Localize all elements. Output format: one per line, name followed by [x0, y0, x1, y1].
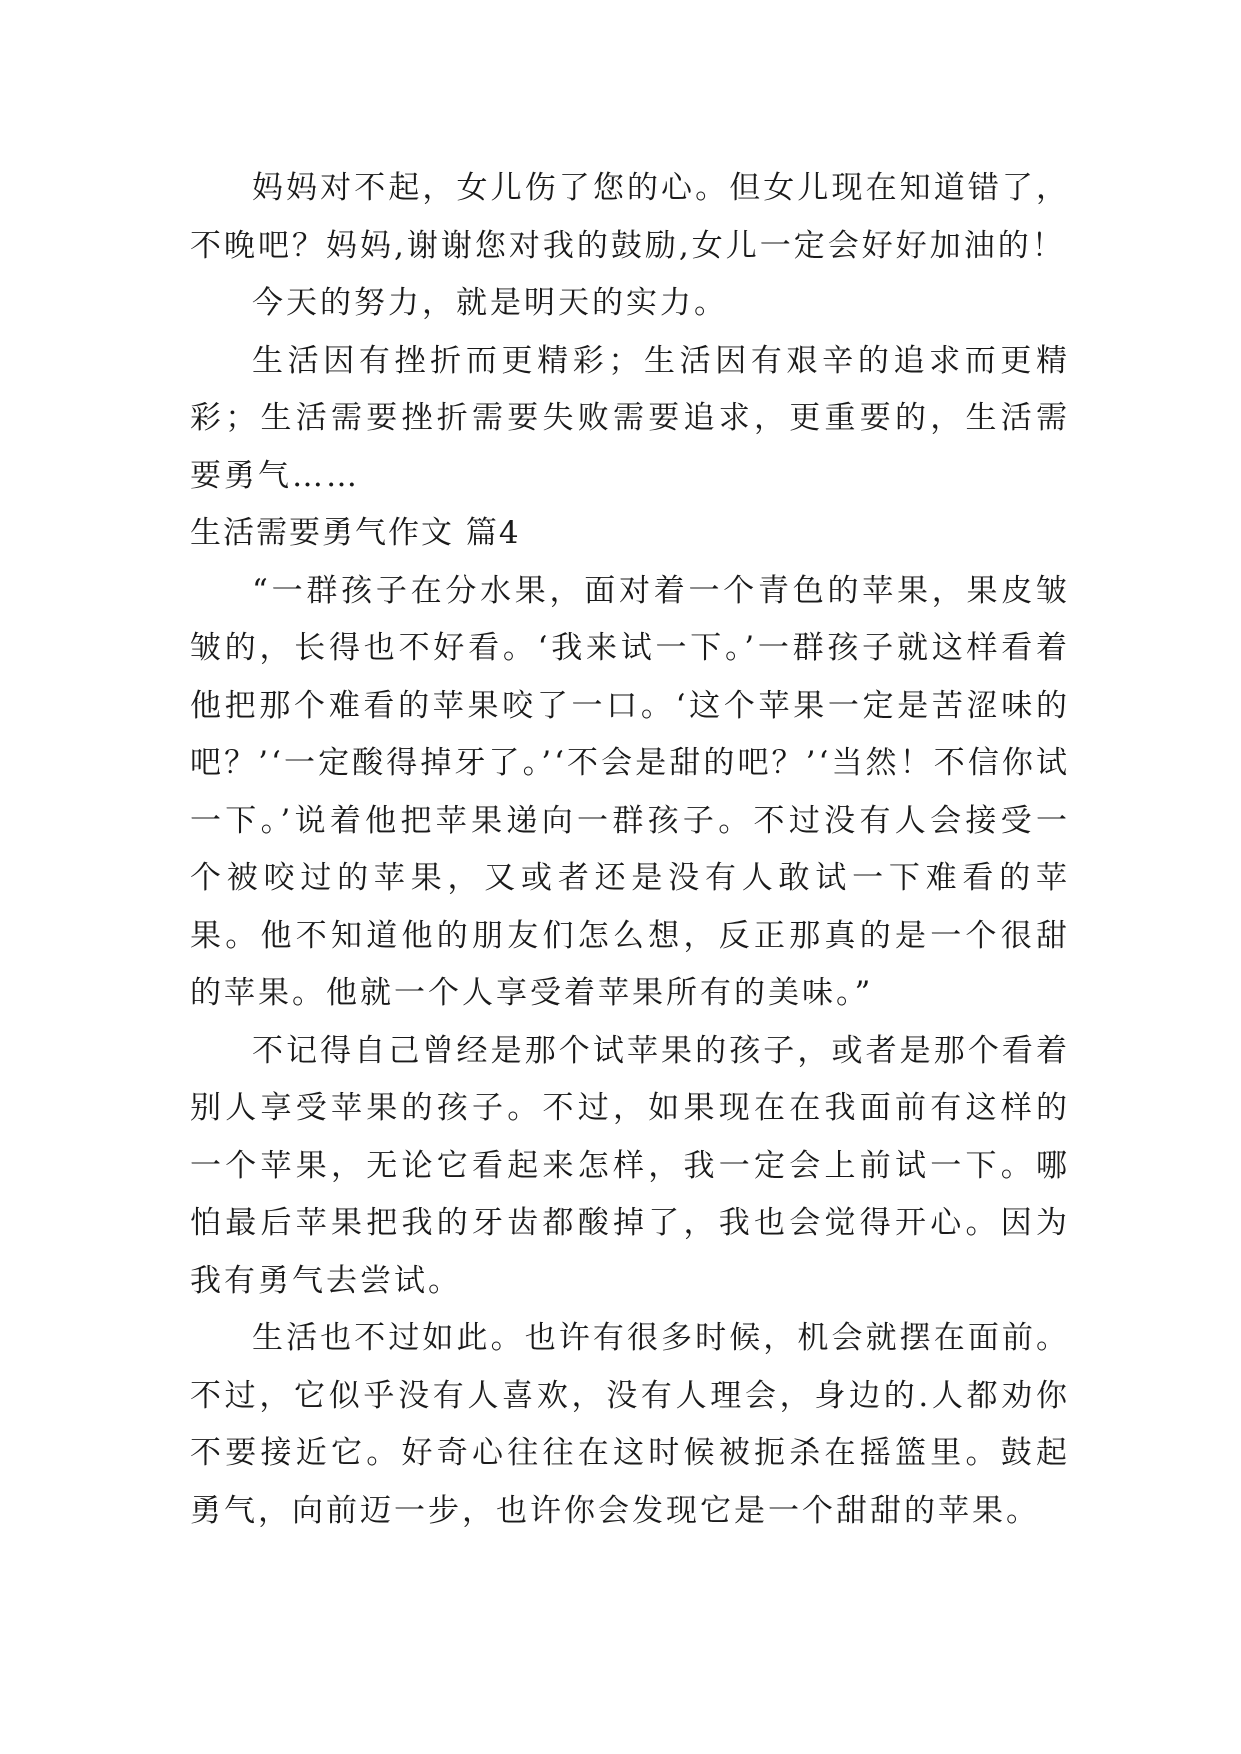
section-heading: 生活需要勇气作文 篇4: [190, 515, 521, 551]
paragraph-life-courage: 生活因有挫折而更精彩；生活因有艰辛的追求而更精彩；生活需要挫折需要失败需要追求，更重要的，生活需要勇气……: [190, 342, 1070, 494]
paragraph-apology: 妈妈对不起，女儿伤了您的心。但女儿现在知道错了，不晚吧？妈妈,谢谢您对我的鼓励,女儿一定会好好加油的！: [190, 170, 1070, 264]
paragraph-effort: 今天的努力，就是明天的实力。: [252, 285, 728, 321]
paragraph-apple-story: “一群孩子在分水果，面对着一个青色的苹果，果皮皱皱的，长得也不好看。‘我来试一下。’一群孩子就这样看着他把那个难看的苹果咬了一口。‘这个苹果一定是苦涩味的吧？’‘一定酸得掉牙了。’‘不会是甜的吧？’‘当然！不信你试一下。’说着他把苹果递向一群孩子。不过没有人会接受一个被咬过的苹果，又或者还是没有人敢试一下难看的苹果。他不知道他的朋友们怎么想，反正那真的是一个很甜的苹果。他就一个人享受着苹果所有的美味。”: [190, 572, 1070, 1011]
paragraph-reflection: 不记得自己曾经是那个试苹果的孩子，或者是那个看着别人享受苹果的孩子。不过，如果现在在我面前有这样的一个苹果，无论它看起来怎样，我一定会上前试一下。哪怕最后苹果把我的牙齿都酸掉了，我也会觉得开心。因为我有勇气去尝试。: [190, 1032, 1070, 1299]
paragraph-conclusion: 生活也不过如此。也许有很多时候，机会就摆在面前。不过，它似乎没有人喜欢，没有人理会，身边的.人都劝你不要接近它。好奇心往往在这时候被扼杀在摇篮里。鼓起勇气，向前迈一步，也许你会发现它是一个甜甜的苹果。: [190, 1320, 1070, 1529]
document-body: [190, 160, 1070, 1540]
